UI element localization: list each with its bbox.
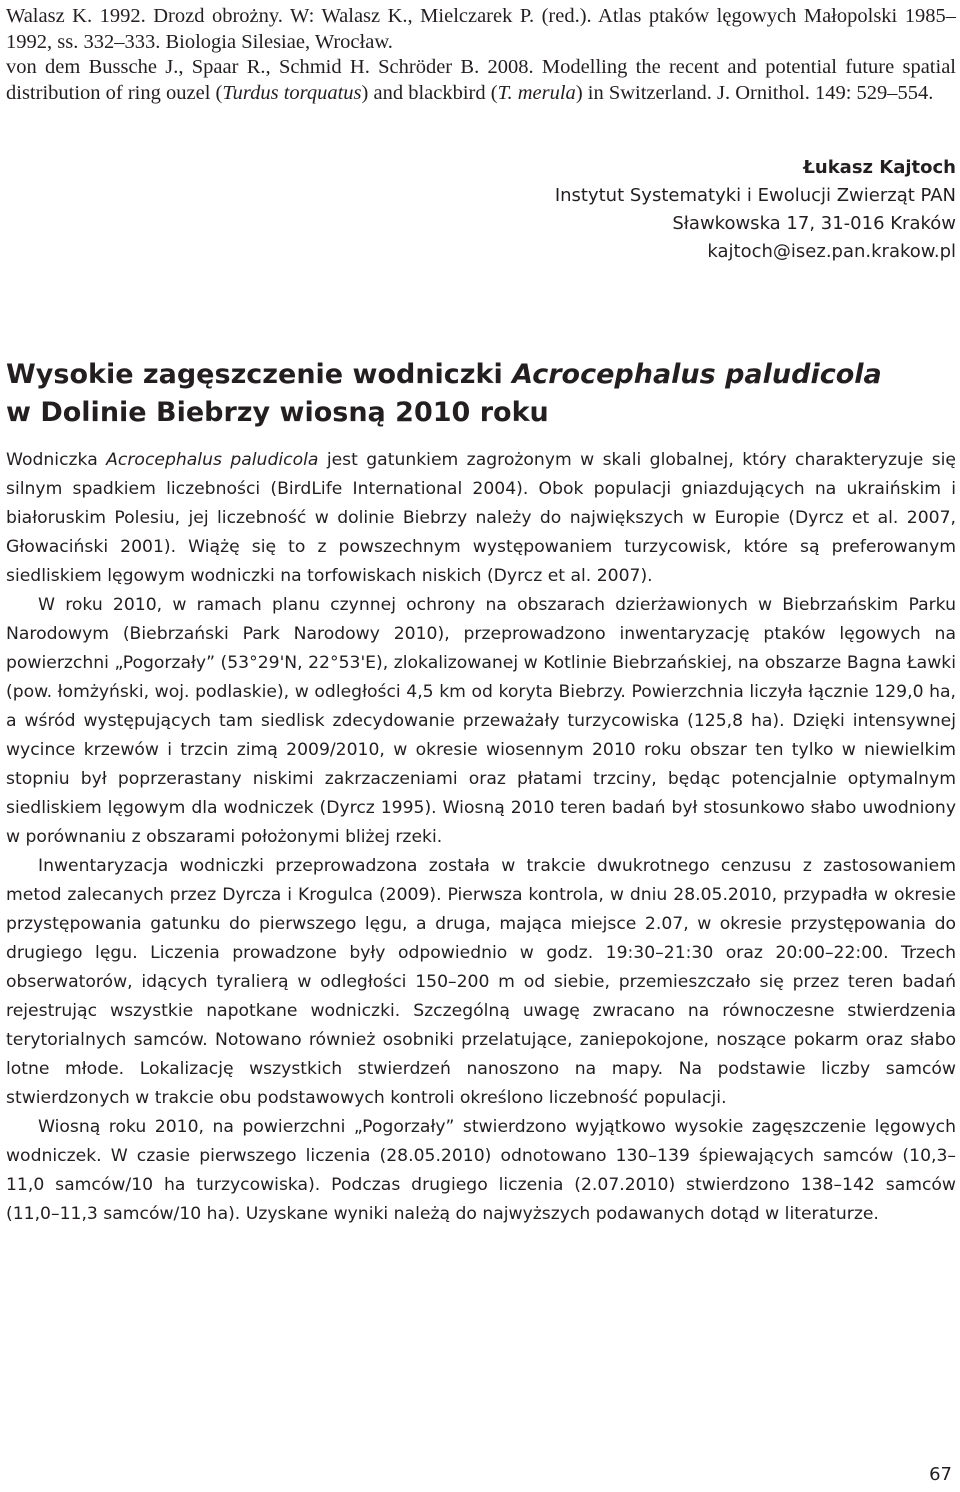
reference-text: Walasz K. 1992. Drozd obrożny. W: Walasz K., Mielczarek P. (red.). Atlas ptaków lęgowych Małopolski 1985–1992, ss. 332–333. Biologia Silesiae, Wrocław. — [6, 5, 956, 53]
reference-list — [6, 4, 956, 106]
paragraph-species: Acrocephalus paludicola — [106, 450, 319, 470]
paragraph-4: Wiosną roku 2010, na powierzchni „Pogorzały” stwierdzono wyjątkowo wysokie zagęszczenie lęgowych wodniczek. W czasie pierwszego liczenia (28.05.2010) odnotowano 130–139 śpiewających samców (10,3–11,0 samców/10 ha turzycowiska). Podczas drugiego liczenia (2.07.2010) stwierdzono 138–142 samców (11,0–11,3 samców/10 ha). Uzyskane wyniki należą do najwyższych podawanych dotąd w literaturze. — [6, 1117, 956, 1224]
paragraph-text: jest gatunkiem zagrożonym w skali globalnej, który charakteryzuje się silnym spadkiem liczebności (BirdLife International 2004). Obok populacji gniazdujących na ukraińskim i białoruskim Polesiu, jej liczebność w dolinie Biebrzy należy do największych w Europie (Dyrcz et al. 2007, Głowaciński 2001). Wiążę się to z powszechnym występowaniem turzycowisk, które są preferowanym siedliskiem lęgowym wodniczki na torfowiskach niskich (Dyrcz et al. 2007). — [6, 450, 956, 586]
reference-von-dem-bussche — [6, 55, 956, 106]
title-line-2: w Dolinie Biebrzy wiosną 2010 roku — [6, 397, 549, 428]
title-species: Acrocephalus paludicola — [512, 359, 882, 390]
reference-walasz — [6, 4, 956, 55]
author-address: Sławkowska 17, 31-016 Kraków — [672, 213, 956, 234]
author-block — [356, 154, 956, 266]
paragraph-2: W roku 2010, w ramach planu czynnej ochrony na obszarach dzierżawionych w Biebrzańskim Parku Narodowym (Biebrzański Park Narodowy 2010), przeprowadzono inwentaryzację ptaków lęgowych na powierzchni „Pogorzały” (53°29'N, 22°53'E), zlokalizowanej w Kotlinie Biebrzańskiej, na obszarze Bagna Ławki (pow. łomżyński, woj. podlaskie), w odległości 4,5 km od koryta Biebrzy. Powierzchnia liczyła łącznie 129,0 ha, a wśród występujących tam siedlisk zdecydowanie przeważały turzycowiska (125,8 ha). Dzięki intensywnej wycince krzewów i trzcin zimą 2009/2010, w okresie wiosennym 2010 roku obszar ten tylko w niewielkim stopniu był poprzerastany niskimi zakrzaczeniami oraz płatami trzciny, będąc potencjalnie optymalnym siedliskiem lęgowym dla wodniczek (Dyrcz 1995). Wiosną 2010 teren badań był stosunkowo słabo uwodniony w porównaniu z obszarami położonymi bliżej rzeki. — [6, 595, 956, 847]
author-name: Łukasz Kajtoch — [803, 157, 956, 178]
paragraph-1 — [6, 446, 956, 591]
reference-species-italic: Turdus torquatus — [222, 81, 362, 104]
page-number: 67 — [929, 1464, 952, 1485]
reference-text-start: von dem Bussche J., Spaar R., Schmid H. Schröder B. 2008. Modelling the recent and potential future spatial distribution of ring ouzel ( — [6, 56, 956, 104]
reference-species-italic: T. merula — [497, 81, 576, 104]
reference-text-mid: ) and blackbird ( — [361, 81, 498, 104]
reference-text-end: ) in Switzerland. J. Ornithol. 149: 529–554. — [575, 81, 934, 104]
paragraph-3: Inwentaryzacja wodniczki przeprowadzona została w trakcie dwukrotnego cenzusu z zastosowaniem metod zalecanych przez Dyrcza i Krogulca (2009). Pierwsza kontrola, w dniu 28.05.2010, przypadła w okresie przystępowania gatunku do pierwszego lęgu, a druga, mająca miejsce 2.07, w okresie przystępowania do drugiego lęgu. Liczenia prowadzone były odpowiednio w godz. 19:30–21:30 oraz 20:00–22:00. Trzech obserwatorów, idących tyralierą w odległości 150–200 m od siebie, przemieszczało się przez teren badań rejestrując wszystkie napotkane wodniczki. Szczególną uwagę zwracano na równoczesne stwierdzenia terytorialnych samców. Notowano również osobniki przelatujące, zaniepokojone, noszące pokarm oraz słabo lotne młode. Lokalizację wszystkich stwierdzeń nanoszono na mapy. Na podstawie liczby samców stwierdzonych w trakcie obu podstawowych kontroli określono liczebność populacji. — [6, 856, 956, 1108]
article-title — [6, 356, 956, 432]
author-email: kajtoch@isez.pan.krakow.pl — [707, 241, 956, 262]
author-institution: Instytut Systematyki i Ewolucji Zwierząt PAN — [554, 185, 956, 206]
title-text: Wysokie zagęszczenie wodniczki — [6, 359, 513, 390]
paragraph-text: Wodniczka — [6, 450, 107, 470]
article-body — [6, 446, 956, 1229]
